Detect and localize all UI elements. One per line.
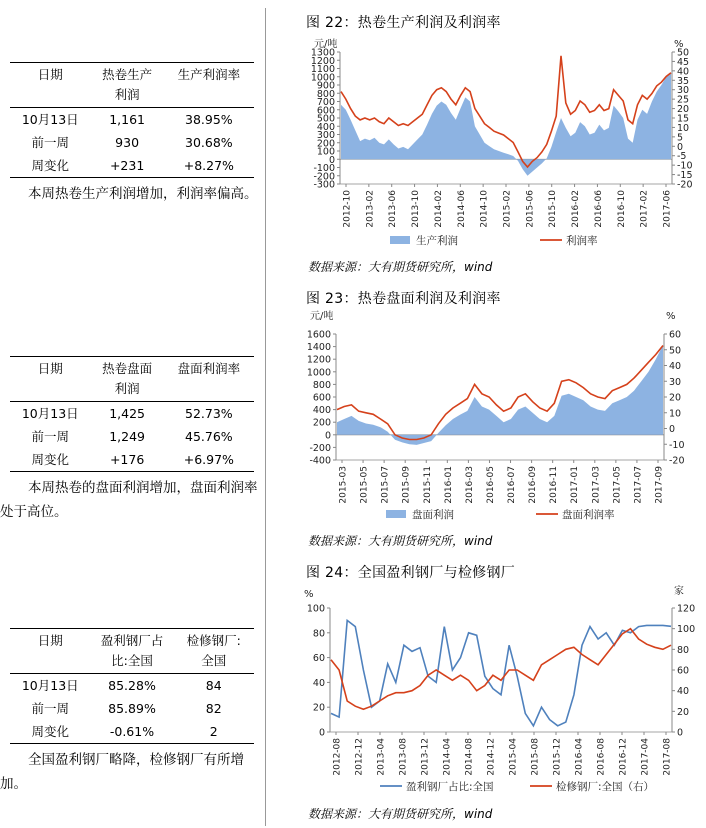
legend-label-1: 利润率	[566, 235, 598, 247]
left-tick-label: 40	[312, 677, 325, 689]
x-tick-label: 2016-08	[596, 738, 607, 776]
x-tick-label: 2013-08	[398, 738, 409, 776]
chart-23-source: 数据来源：大有期货研究所，wind	[308, 534, 493, 548]
right-tick-label: 50	[669, 345, 682, 357]
legend-label-1: 盘面利润率	[562, 509, 615, 521]
cell: 84	[205, 678, 222, 693]
header-production-profit: 热卷生产利润	[91, 63, 164, 108]
x-tick-label: 2015-04	[508, 738, 519, 776]
right-tick-label: 60	[677, 665, 690, 677]
chart-24-profitable-mills	[300, 584, 700, 802]
hot-coil-futures-profit-table	[10, 356, 254, 472]
series-line-1	[331, 629, 671, 710]
left-tick-label: 1300	[310, 47, 335, 59]
x-tick-label: 2016-01	[443, 466, 454, 504]
cell: 52.73%	[185, 406, 233, 421]
note-profitable-mills: 全国盈利钢厂略降，检修钢厂有所增加。	[0, 752, 244, 792]
x-tick-label: 2015-05	[359, 466, 370, 504]
x-tick-label: 2016-10	[616, 190, 627, 228]
right-tick-label: 80	[677, 644, 690, 656]
x-tick-label: 2016-06	[593, 190, 604, 228]
cell: 45.76%	[185, 429, 233, 444]
right-tick-label: 15	[677, 113, 690, 125]
left-tick-label: 1200	[310, 55, 335, 67]
cell: 930	[115, 135, 140, 150]
left-tick-label: 300	[316, 130, 335, 141]
left-unit-label: 元/吨	[310, 311, 334, 322]
table-row	[10, 720, 254, 744]
cell: 85.28%	[108, 678, 156, 693]
x-tick-label: 2017-07	[633, 466, 644, 504]
right-tick-label: -10	[677, 160, 693, 172]
left-tick-label: 200	[312, 417, 331, 429]
x-tick-label: 2016-12	[618, 738, 629, 776]
cell: +6.97%	[164, 448, 254, 472]
x-tick-label: 2014-08	[464, 738, 475, 776]
x-tick-label: 2015-07	[380, 466, 391, 504]
right-tick-label: 40	[669, 361, 682, 372]
left-tick-label: 100	[316, 146, 335, 158]
table-row	[10, 131, 254, 154]
right-tick-label: 40	[677, 686, 690, 698]
table-row	[10, 402, 254, 426]
table-row	[10, 154, 254, 178]
x-tick-label: 2016-03	[464, 466, 475, 504]
x-tick-label: 2016-09	[528, 466, 539, 504]
right-tick-label: 20	[677, 104, 690, 116]
x-tick-label: 2017-09	[654, 466, 665, 504]
x-tick-label: 2016-07	[507, 466, 518, 504]
right-tick-label: 60	[669, 329, 682, 341]
x-tick-label: 2014-10	[479, 190, 490, 228]
chart-24-source: 数据来源：大有期货研究所，wind	[308, 807, 493, 821]
right-tick-label: 0	[677, 141, 684, 153]
right-tick-label: 0	[677, 727, 684, 739]
header-profit-rate: 生产利润率	[164, 63, 254, 108]
cell: 前一周	[31, 135, 70, 150]
left-tick-label: 0	[324, 430, 331, 442]
header-futures-profit-rate: 盘面利润率	[164, 357, 254, 402]
legend-label-0: 盘面利润	[412, 509, 454, 521]
cell: 30.68%	[185, 135, 233, 150]
cell: 前一周	[31, 429, 70, 444]
chart-23-title: 图 23：热卷盘面利润及利润率	[306, 291, 501, 307]
left-tick-label: 800	[312, 379, 331, 391]
right-tick-label: 40	[677, 66, 690, 78]
header-date: 日期	[10, 629, 91, 674]
cell: 2	[173, 720, 254, 744]
left-tick-label: 700	[316, 97, 335, 108]
right-tick-label: 5	[677, 132, 684, 144]
x-tick-label: 2014-02	[433, 190, 444, 228]
right-tick-label: 30	[677, 85, 690, 97]
x-tick-label: 2012-10	[342, 190, 353, 228]
x-tick-label: 2014-04	[442, 738, 453, 776]
cell: 85.89%	[108, 701, 156, 716]
right-unit-label: %	[674, 39, 684, 50]
cell: 10月13日	[21, 678, 79, 693]
note-futures-profit: 本周热卷的盘面利润增加，盘面利润率处于高位。	[0, 480, 258, 520]
column-divider	[265, 8, 266, 826]
x-tick-label: 2017-05	[612, 466, 623, 504]
left-tick-label: 1400	[306, 342, 331, 354]
legend-swatch-0	[386, 510, 406, 518]
cell: +231	[91, 154, 164, 178]
right-tick-label: 30	[669, 376, 682, 388]
x-tick-label: 2015-10	[548, 190, 559, 228]
cell: 82	[205, 701, 222, 716]
left-tick-label: -100	[313, 163, 335, 174]
cell: 前一周	[31, 701, 70, 716]
table-row	[10, 108, 254, 132]
table-row	[10, 448, 254, 472]
left-unit-label: 元/吨	[314, 39, 338, 50]
right-tick-label: 35	[677, 75, 690, 87]
cell: 10月13日	[21, 112, 79, 127]
series-area-0	[337, 345, 663, 445]
left-tick-label: 500	[316, 113, 335, 125]
x-tick-label: 2017-08	[662, 738, 673, 776]
x-tick-label: 2016-05	[485, 466, 496, 504]
right-tick-label: 10	[677, 122, 690, 134]
series-area-0	[341, 73, 671, 176]
left-tick-label: 400	[316, 121, 335, 133]
cell: 1,425	[109, 406, 145, 421]
x-tick-label: 2015-11	[422, 466, 433, 504]
left-tick-label: 800	[316, 88, 335, 100]
right-tick-label: 50	[677, 47, 690, 59]
left-tick-label: 0	[318, 727, 325, 739]
cell: +176	[91, 448, 164, 472]
right-tick-label: -20	[669, 455, 685, 467]
table-row	[10, 697, 254, 720]
right-tick-label: -20	[677, 179, 693, 191]
right-tick-label: 45	[677, 56, 690, 68]
x-tick-label: 2013-04	[376, 738, 387, 776]
cell: +8.27%	[164, 154, 254, 178]
cell: -0.61%	[91, 720, 174, 744]
x-tick-label: 2016-02	[571, 190, 582, 228]
x-tick-label: 2015-09	[401, 466, 412, 504]
x-tick-label: 2017-03	[591, 466, 602, 504]
x-tick-label: 2017-02	[639, 190, 650, 228]
left-tick-label: 1200	[306, 354, 331, 366]
cell: 1,249	[109, 429, 145, 444]
x-tick-label: 2017-01	[570, 466, 581, 504]
x-tick-label: 2013-10	[411, 190, 422, 228]
x-tick-label: 2015-02	[502, 190, 513, 228]
profitable-mills-table	[10, 628, 254, 744]
left-tick-label: 600	[312, 392, 331, 404]
chart-24-title: 图 24：全国盈利钢厂与检修钢厂	[306, 565, 516, 581]
left-tick-label: 60	[312, 653, 325, 665]
left-tick-label: -200	[309, 442, 331, 454]
right-tick-label: -10	[669, 439, 685, 451]
table-row	[10, 425, 254, 448]
x-tick-label: 2014-12	[486, 738, 497, 776]
legend-label-0: 生产利润	[416, 235, 458, 247]
right-tick-label: -5	[677, 151, 687, 163]
right-tick-label: -15	[677, 170, 693, 182]
x-tick-label: 2015-12	[552, 738, 563, 776]
left-tick-label: 900	[316, 80, 335, 92]
x-tick-label: 2012-08	[332, 738, 343, 776]
left-tick-label: -400	[309, 455, 331, 467]
right-tick-label: 20	[669, 392, 682, 404]
chart-22-source: 数据来源：大有期货研究所，wind	[308, 260, 493, 274]
left-unit-label: %	[304, 589, 314, 600]
left-tick-label: 1600	[306, 329, 331, 341]
cell: 1,161	[109, 112, 145, 127]
x-tick-label: 2015-03	[338, 466, 349, 504]
x-tick-label: 2016-04	[574, 738, 585, 776]
right-tick-label: 25	[677, 94, 690, 106]
x-tick-label: 2015-06	[525, 190, 536, 228]
left-tick-label: 1000	[306, 367, 331, 379]
x-tick-label: 2013-02	[365, 190, 376, 228]
chart-22-title: 图 22：热卷生产利润及利润率	[306, 15, 501, 31]
header-date: 日期	[10, 357, 91, 402]
cell: 周变化	[10, 720, 91, 744]
header-maintenance-mills: 检修钢厂:全国	[173, 629, 254, 674]
right-unit-label: %	[666, 311, 676, 322]
chart-22-production-profit	[300, 34, 700, 254]
left-tick-label: 200	[316, 138, 335, 150]
left-tick-label: 1100	[310, 64, 335, 75]
x-tick-label: 2012-12	[354, 738, 365, 776]
right-tick-label: 10	[669, 408, 682, 420]
x-tick-label: 2017-06	[662, 190, 673, 228]
right-tick-label: 0	[669, 424, 676, 435]
header-futures-profit: 热卷盘面利润	[91, 357, 164, 402]
right-tick-label: 100	[677, 624, 696, 636]
x-tick-label: 2016-11	[549, 466, 560, 504]
right-tick-label: 120	[677, 603, 696, 615]
x-tick-label: 2014-06	[456, 190, 467, 228]
right-tick-label: 20	[677, 706, 690, 718]
table-row	[10, 674, 254, 698]
left-tick-label: -200	[313, 171, 335, 183]
cell: 38.95%	[185, 112, 233, 127]
header-date: 日期	[10, 63, 91, 108]
x-tick-label: 2015-08	[530, 738, 541, 776]
left-tick-label: 600	[316, 105, 335, 117]
left-tick-label: 400	[312, 405, 331, 417]
hot-coil-production-profit-table	[10, 62, 254, 178]
x-tick-label: 2013-06	[388, 190, 399, 228]
cell: 周变化	[10, 448, 91, 472]
header-profitable-ratio: 盈利钢厂占比:全国	[91, 629, 174, 674]
left-tick-label: 100	[306, 603, 325, 615]
left-tick-label: 1000	[310, 72, 335, 84]
chart-23-futures-profit	[300, 310, 700, 532]
cell: 10月13日	[21, 406, 79, 421]
left-tick-label: 20	[312, 702, 325, 714]
x-tick-label: 2013-12	[420, 738, 431, 776]
legend-label-1: 检修钢厂:全国（右）	[556, 781, 655, 793]
legend-swatch-0	[390, 236, 410, 244]
note-production-profit: 本周热卷生产利润增加，利润率偏高。	[28, 186, 258, 202]
cell: 周变化	[10, 154, 91, 178]
left-tick-label: -300	[313, 179, 335, 191]
right-unit-label: 家	[674, 586, 684, 597]
left-tick-label: 80	[312, 628, 325, 640]
left-tick-label: 0	[328, 154, 335, 166]
x-tick-label: 2017-04	[640, 738, 651, 776]
legend-label-0: 盈利钢厂占比:全国	[406, 781, 494, 793]
